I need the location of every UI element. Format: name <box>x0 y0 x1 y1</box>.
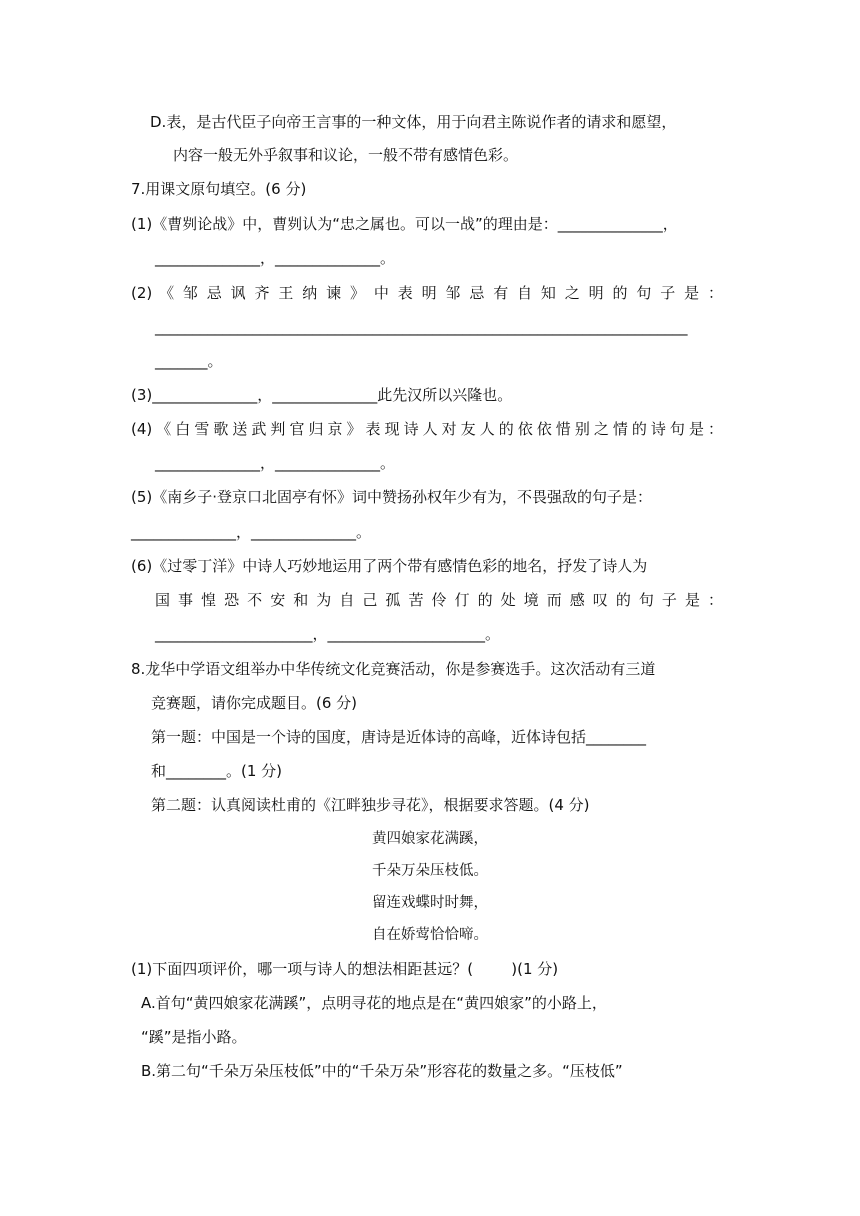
q7-item3: (3)______________，______________此先汉所以兴隆也。 <box>131 386 513 404</box>
q7-item1-line2: ______________，______________。 <box>155 249 396 267</box>
q8-option-a-line1: A.首句“黄四娘家花满蹊”，点明寻花的地点是在“黄四娘家”的小路上， <box>141 994 607 1012</box>
q8-heading-line2: 竞赛题，请你完成题目。(6 分) <box>151 694 358 712</box>
q8-task1-line2: 和________。(1 分) <box>151 762 283 780</box>
q7-item5-line1: (5)《南乡子·登京口北固亭有怀》词中赞扬孙权年少有为，不畏强敌的句子是： <box>131 488 653 506</box>
q6-option-d-line2: 内容一般无外乎叙事和议论，一般不带有感情色彩。 <box>173 146 519 164</box>
q8-option-a-line2: “蹊”是指小路。 <box>141 1028 247 1046</box>
q7-item6-line3: _____________________，_____________________。 <box>155 625 501 643</box>
q8-task1-line1: 第一题：中国是一个诗的国度，唐诗是近体诗的高峰，近体诗包括________ <box>151 728 647 746</box>
q8-sub1-question: (1)下面四项评价，哪一项与诗人的想法相距甚远？( )(1 分) <box>131 960 559 978</box>
q7-item2-line1: (2) 《 邹 忌 讽 齐 王 纳 谏 》 中 表 明 邹 忌 有 自 知 之 明 的 句 子 是 ： <box>131 284 723 302</box>
poem-line-1: 黄四娘家花满蹊， <box>372 831 488 847</box>
poem-line-2: 千朵万朵压枝低。 <box>372 863 488 879</box>
q7-item6-line2: 国 事 惶 恐 不 安 和 为 自 己 孤 苦 伶 仃 的 处 境 而 感 叹 的 句 子 是 ： <box>155 591 723 609</box>
q7-item6-line1: (6)《过零丁洋》中诗人巧妙地运用了两个带有感情色彩的地名，抒发了诗人为 <box>131 557 648 575</box>
q7-item4-line1: (4)《白雪歌送武判官归京》表现诗人对友人的依依惜别之情的诗句是： <box>131 420 723 438</box>
q7-item2-line2: _______________________________________________________________________ <box>155 318 688 336</box>
q7-item4-line2: ______________，______________。 <box>155 454 396 472</box>
q6-option-d-line1: D.表，是古代臣子向帝王言事的一种文体，用于向君主陈说作者的请求和愿望， <box>150 113 677 131</box>
q8-heading-line1: 8.龙华中学语文组举办中华传统文化竞赛活动，你是参赛选手。这次活动有三道 <box>131 660 656 678</box>
q8-option-b-line1: B.第二句“千朵万朵压枝低”中的“千朵万朵”形容花的数量之多。“压枝低” <box>141 1062 623 1080</box>
q7-item2-line3: _______。 <box>155 352 223 370</box>
q8-task2: 第二题：认真阅读杜甫的《江畔独步寻花》，根据要求答题。(4 分) <box>151 796 590 814</box>
q7-heading: 7.用课文原句填空。(6 分) <box>131 180 307 198</box>
q7-item5-line2: ______________，______________。 <box>131 523 372 541</box>
q7-item1-line1: (1)《曹刿论战》中，曹刿认为“忠之属也。可以一战”的理由是：______________， <box>131 215 678 233</box>
poem-line-3: 留连戏蝶时时舞， <box>372 895 488 911</box>
poem-line-4: 自在娇莺恰恰啼。 <box>372 927 488 943</box>
